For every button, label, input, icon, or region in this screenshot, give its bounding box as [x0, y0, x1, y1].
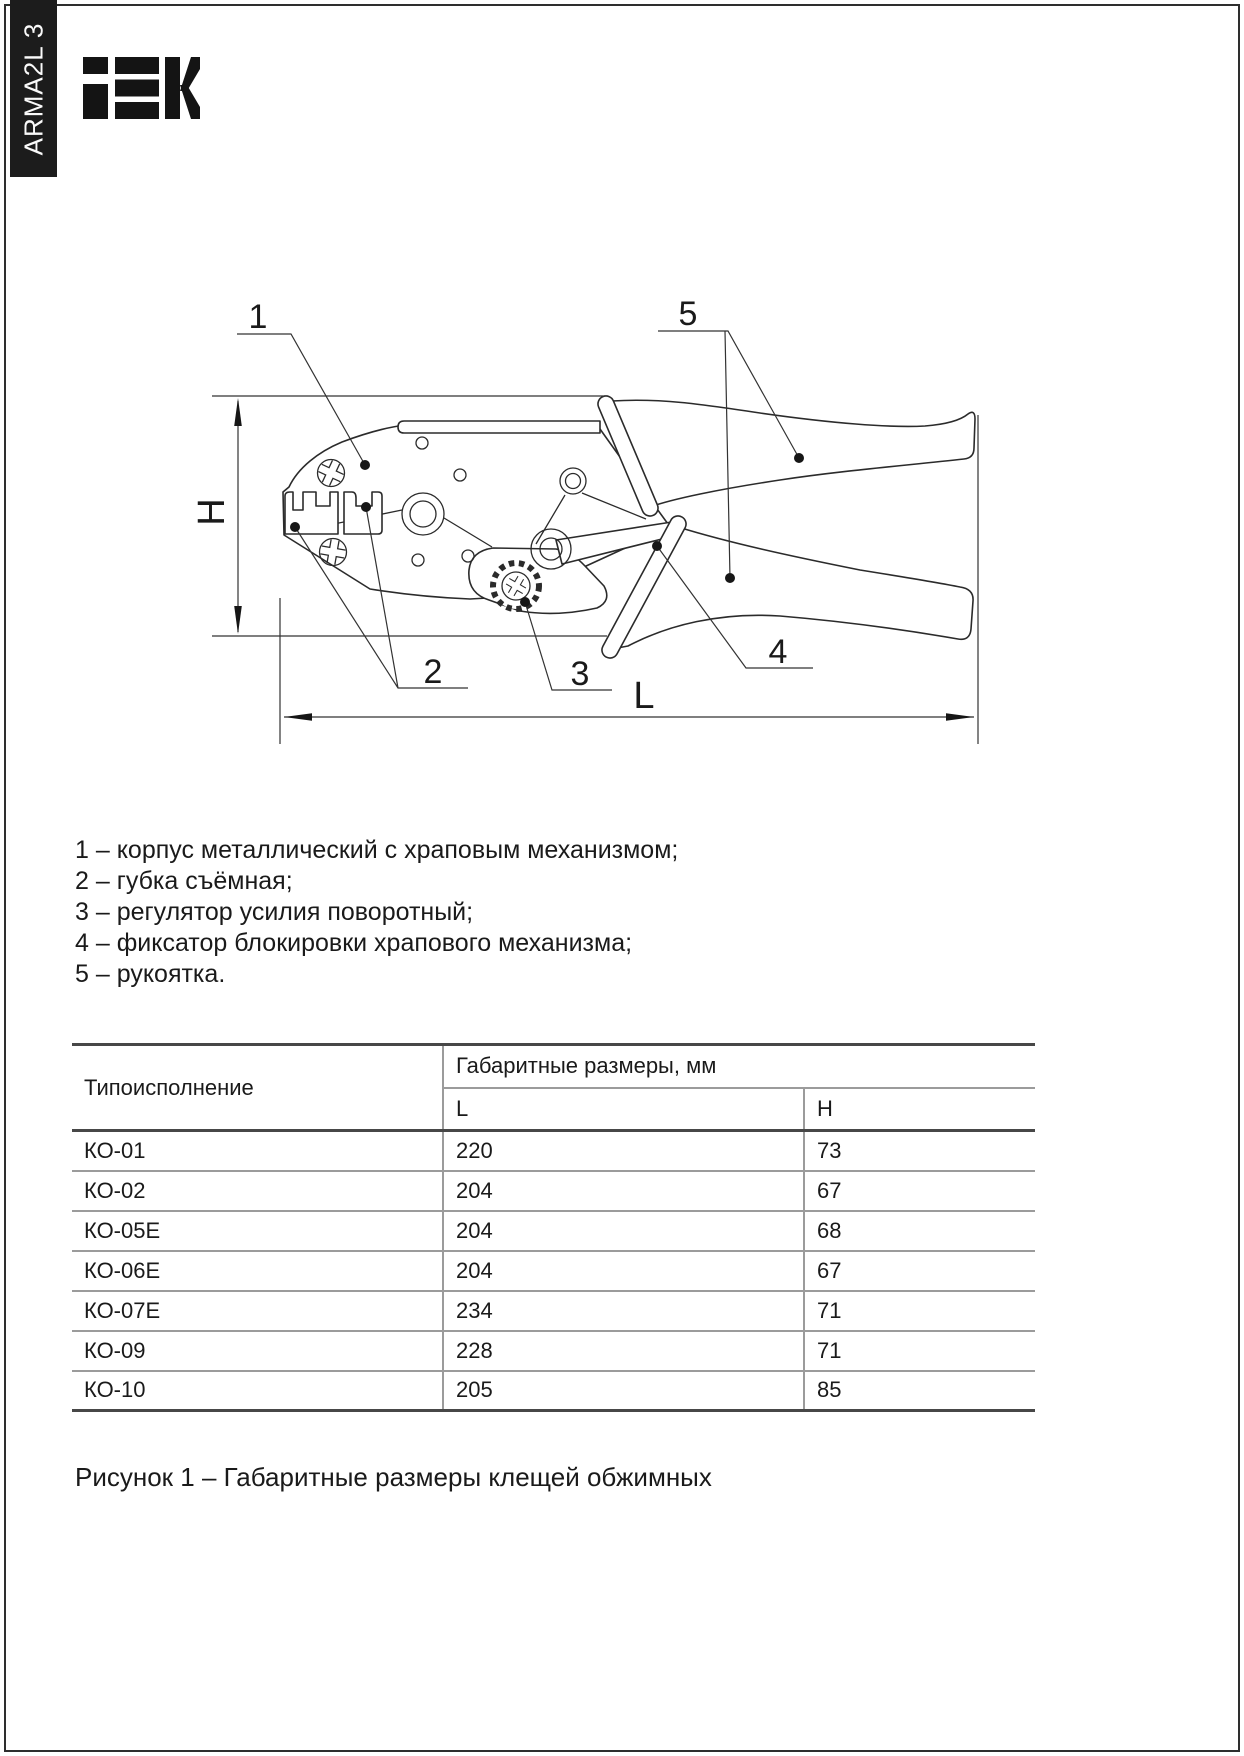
table-cell: 204 — [443, 1211, 804, 1251]
dim-length-label: L — [633, 675, 655, 717]
table-cell: 71 — [804, 1331, 1035, 1371]
figure-caption: Рисунок 1 – Габаритные размеры клещей обжимных — [75, 1462, 712, 1492]
table-cell: КО-01 — [72, 1131, 443, 1171]
table-cell: 85 — [804, 1371, 1035, 1411]
logo-k-lower-arm — [180, 85, 200, 119]
dim-height-label: H — [191, 498, 233, 526]
table-cell: 68 — [804, 1211, 1035, 1251]
legend-item: 5 – рукоятка. — [75, 960, 226, 988]
upper-handle — [612, 400, 975, 507]
logo-e-bar — [115, 80, 159, 97]
legend-item: 1 – корпус металлический с храповым механизмом; — [75, 836, 679, 864]
table-header-row — [72, 1045, 1035, 1088]
tool-top-plate — [398, 421, 600, 433]
table-cell: 71 — [804, 1291, 1035, 1331]
figure-legend — [75, 835, 678, 990]
dimensions-table — [72, 1043, 1035, 1412]
iek-logo — [83, 57, 200, 119]
table-header-H: H — [804, 1088, 1035, 1131]
table-row — [72, 1251, 1035, 1291]
legend-item: 4 – фиксатор блокировки храпового механизма; — [75, 929, 633, 957]
crimping-tool-drawing — [283, 396, 975, 658]
table-cell: 73 — [804, 1131, 1035, 1171]
table-cell: КО-02 — [72, 1171, 443, 1211]
table-cell: КО-05Е — [72, 1211, 443, 1251]
table-cell: 228 — [443, 1331, 804, 1371]
callout-2-number: 2 — [423, 653, 443, 691]
logo-e-bar — [115, 57, 159, 74]
table-row — [72, 1131, 1035, 1171]
table-cell: 204 — [443, 1171, 804, 1211]
table-cell: 220 — [443, 1131, 804, 1171]
logo-i-body — [83, 84, 108, 119]
table-header-type: Типоисполнение — [72, 1045, 443, 1131]
table-row — [72, 1211, 1035, 1251]
legend-item: 2 – губка съёмная; — [75, 867, 293, 895]
force-regulator-gear — [493, 563, 539, 609]
callout-4-number: 4 — [768, 633, 788, 671]
table-header-L: L — [443, 1088, 804, 1131]
table-cell: КО-07Е — [72, 1291, 443, 1331]
table-row — [72, 1371, 1035, 1411]
table-row — [72, 1291, 1035, 1331]
table-cell: 67 — [804, 1171, 1035, 1211]
logo-k-stem — [165, 57, 180, 119]
table-cell: 234 — [443, 1291, 804, 1331]
callout-3-number: 3 — [570, 655, 590, 693]
logo-i-dot — [83, 57, 108, 74]
table-header-dimensions-group: Габаритные размеры, мм — [443, 1045, 1035, 1088]
table-cell: 204 — [443, 1251, 804, 1291]
callout-5-number: 5 — [678, 295, 698, 333]
table-cell: 205 — [443, 1371, 804, 1411]
table-cell: КО-06Е — [72, 1251, 443, 1291]
legend-item: 3 – регулятор усилия поворотный; — [75, 898, 474, 926]
side-tab — [10, 0, 57, 177]
table-row — [72, 1171, 1035, 1211]
table-cell: КО-10 — [84, 1377, 146, 1403]
table-row — [72, 1331, 1035, 1371]
table-cell: КО-09 — [72, 1331, 443, 1371]
callout-1-number: 1 — [248, 298, 268, 336]
table-cell: 67 — [804, 1251, 1035, 1291]
figure-diagram — [170, 250, 1050, 770]
side-tab-label: ARMA2L 3 — [18, 22, 48, 155]
logo-e-bar — [115, 102, 159, 119]
